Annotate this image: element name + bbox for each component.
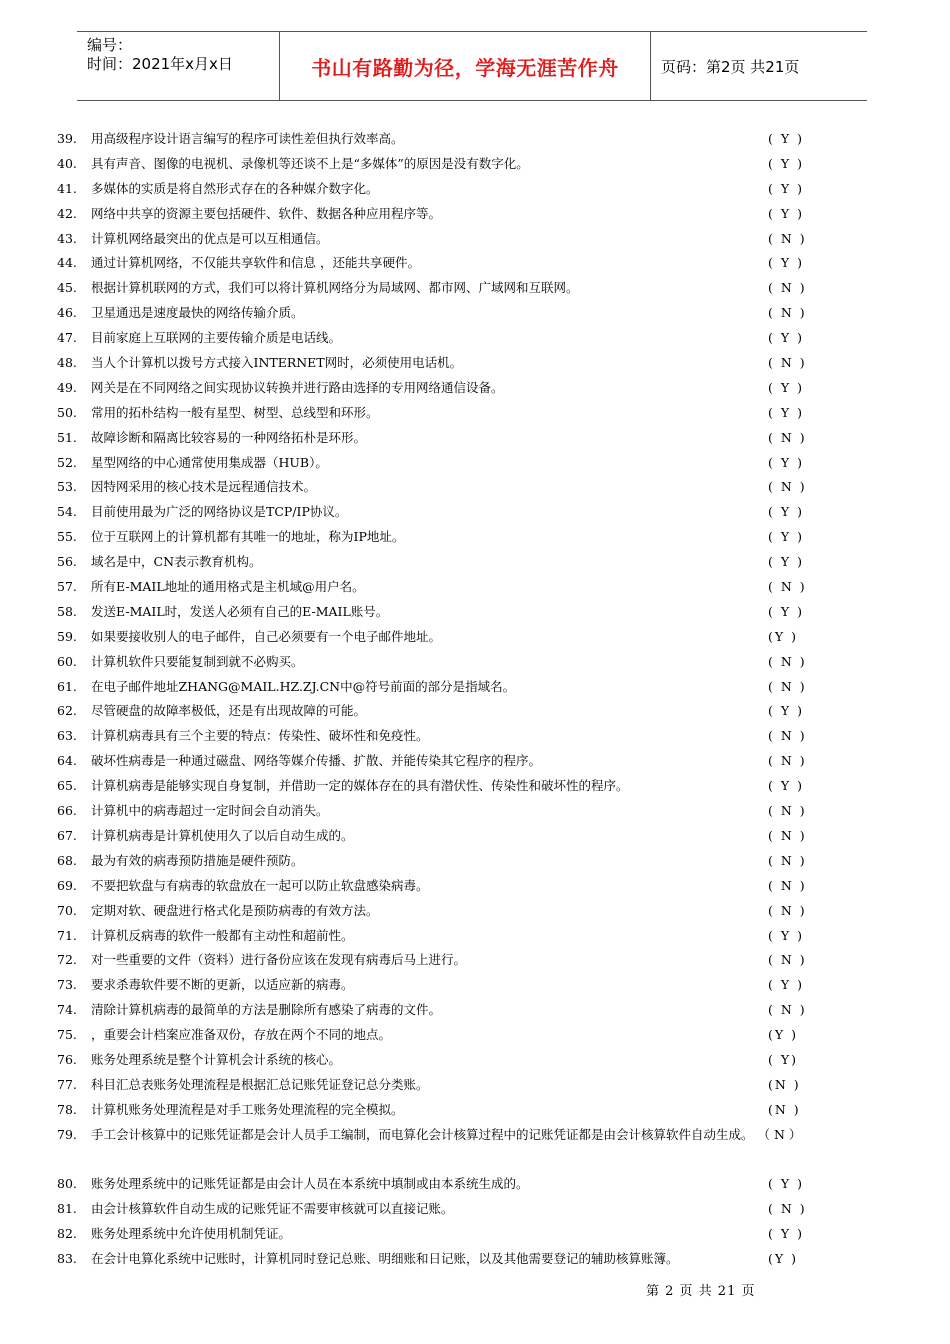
answer-mark: ( Y ) xyxy=(768,255,804,271)
question-text: 计算机反病毒的软件一般都有主动性和超前性。 xyxy=(91,927,354,943)
question-number: 55. xyxy=(57,529,77,545)
question-number: 43. xyxy=(57,230,77,246)
question-item xyxy=(0,600,950,625)
answer-mark: ( N ) xyxy=(768,280,807,296)
document-time-label: 时间：2021年x月x日 xyxy=(87,55,233,73)
document-number-label: 编号： xyxy=(87,36,133,54)
question-item xyxy=(0,152,950,177)
page-footer: 第 2 页 共 21 页 xyxy=(646,1284,756,1299)
question-item xyxy=(0,1197,950,1222)
question-number: 62. xyxy=(57,703,77,719)
question-number: 72. xyxy=(57,952,77,968)
answer-mark: ( Y ) xyxy=(768,554,804,570)
question-item xyxy=(0,376,950,401)
question-text: 目前使用最为广泛的网络协议是TCP/IP协议。 xyxy=(91,504,348,520)
question-text: 网关是在不同网络之间实现协议转换并进行路由选择的专用网络通信设备。 xyxy=(91,379,504,395)
question-text: 发送E-MAIL时，发送人必须有自己的E-MAIL账号。 xyxy=(91,603,389,619)
question-text: 要求杀毒软件要不断的更新，以适应新的病毒。 xyxy=(91,977,354,993)
question-text: 故障诊断和隔离比较容易的一种网络拓朴是环形。 xyxy=(91,429,367,445)
answer-mark: ( Y ) xyxy=(768,404,804,420)
answer-mark: ( N ) xyxy=(768,653,807,669)
question-text: 由会计核算软件自动生成的记账凭证不需要审核就可以直接记账。 xyxy=(91,1201,454,1217)
answer-mark: ( N ) xyxy=(768,429,807,445)
answer-mark: ( Y ) xyxy=(768,131,804,146)
question-list xyxy=(0,127,950,1272)
question-number: 61. xyxy=(57,678,77,694)
question-number: 81. xyxy=(57,1201,77,1217)
answer-mark: ( N ) xyxy=(768,305,807,321)
question-number: 45. xyxy=(57,280,77,296)
question-item xyxy=(0,1123,950,1173)
question-text: 清除计算机病毒的最简单的方法是删除所有感染了病毒的文件。 xyxy=(91,1002,442,1018)
question-text: 网络中共享的资源主要包括硬件、软件、数据各种应用程序等。 xyxy=(91,205,442,221)
question-item xyxy=(0,1247,950,1272)
answer-mark: (Y ) xyxy=(768,628,798,644)
question-number: 68. xyxy=(57,852,77,868)
question-number: 48. xyxy=(57,355,77,371)
header-page-info: 页码：第2页 共21页 xyxy=(661,57,800,76)
question-number: 71. xyxy=(57,927,77,943)
question-text: 定期对软、硬盘进行格式化是预防病毒的有效方法。 xyxy=(91,902,379,918)
answer-mark: ( N ) xyxy=(768,902,807,918)
answer-mark: ( Y ) xyxy=(768,180,804,196)
question-text: 手工会计核算中的记账凭证都是会计人员手工编制，而电算化会计核算过程中的记账凭证都是由会计核算软件自动生成。 （ N ） xyxy=(91,1126,802,1142)
answer-mark: (N ) xyxy=(768,1101,801,1117)
question-number: 63. xyxy=(57,728,77,744)
question-number: 67. xyxy=(57,827,77,843)
question-item xyxy=(0,276,950,301)
question-text: 账务处理系统中的记账凭证都是由会计人员在本系统中填制或由本系统生成的。 xyxy=(91,1176,529,1192)
question-number: 52. xyxy=(57,454,77,470)
question-item xyxy=(0,749,950,774)
answer-mark: ( N ) xyxy=(768,1002,807,1018)
question-text: 计算机账务处理流程是对手工账务处理流程的完全模拟。 xyxy=(91,1101,404,1117)
answer-mark: ( N ) xyxy=(768,877,807,893)
answer-mark: ( N ) xyxy=(768,827,807,843)
answer-mark: ( N ) xyxy=(768,479,807,495)
question-number: 59. xyxy=(57,628,77,644)
answer-mark: ( Y ) xyxy=(768,205,804,221)
question-text: 计算机病毒是能够实现自身复制，并借助一定的媒体存在的具有潜伏性、传染性和破坏性的程序。 xyxy=(91,778,629,794)
question-number: 76. xyxy=(57,1051,77,1067)
answer-mark: ( Y ) xyxy=(768,529,804,545)
answer-mark: (Y ) xyxy=(768,1251,798,1267)
question-number: 57. xyxy=(57,579,77,595)
question-text: 账务处理系统中允许使用机制凭证。 xyxy=(91,1226,292,1242)
question-number: 53. xyxy=(57,479,77,495)
question-item xyxy=(0,251,950,276)
question-text: 因特网采用的核心技术是远程通信技术。 xyxy=(91,479,317,495)
question-item xyxy=(0,650,950,675)
question-text: 尽管硬盘的故障率极低，还是有出现故障的可能。 xyxy=(91,703,367,719)
question-item xyxy=(0,550,950,575)
question-number: 58. xyxy=(57,603,77,619)
question-number: 80. xyxy=(57,1176,77,1192)
answer-mark: ( N ) xyxy=(768,355,807,371)
question-number: 56. xyxy=(57,554,77,570)
question-item xyxy=(0,451,950,476)
question-text: 具有声音、图像的电视机、录像机等还谈不上是“多媒体”的原因是没有数字化。 xyxy=(91,155,529,171)
question-number: 66. xyxy=(57,803,77,819)
question-number: 49. xyxy=(57,379,77,395)
question-item xyxy=(0,475,950,500)
question-text: 通过计算机网络，不仅能共享软件和信息 ，还能共享硬件。 xyxy=(91,255,420,271)
question-item xyxy=(0,1023,950,1048)
question-number: 73. xyxy=(57,977,77,993)
question-text: 常用的拓朴结构一般有星型、树型、总线型和环形。 xyxy=(91,404,379,420)
header-meta xyxy=(77,32,280,100)
question-text: 计算机病毒是计算机使用久了以后自动生成的。 xyxy=(91,827,354,843)
answer-mark: ( N ) xyxy=(768,952,807,968)
answer-mark: ( N ) xyxy=(768,852,807,868)
question-text: 星型网络的中心通常使用集成器（HUB）。 xyxy=(91,454,328,470)
question-item xyxy=(0,177,950,202)
question-item xyxy=(0,1048,950,1073)
question-item xyxy=(0,849,950,874)
question-number: 78. xyxy=(57,1101,77,1117)
answer-mark: ( N ) xyxy=(768,728,807,744)
question-item xyxy=(0,127,950,152)
question-item xyxy=(0,525,950,550)
question-text: 对一些重要的文件（资料）进行备份应该在发现有病毒后马上进行。 xyxy=(91,952,467,968)
question-text: 根据计算机联网的方式，我们可以将计算机网络分为局域网、都市网、广域网和互联网。 xyxy=(91,280,579,296)
question-number: 39. xyxy=(57,131,77,146)
question-number: 50. xyxy=(57,404,77,420)
answer-mark: ( Y) xyxy=(768,1051,798,1067)
question-item xyxy=(0,227,950,252)
question-item xyxy=(0,426,950,451)
page-header xyxy=(77,31,867,101)
answer-mark: ( Y ) xyxy=(768,330,804,346)
question-text: 不要把软盘与有病毒的软盘放在一起可以防止软盘感染病毒。 xyxy=(91,877,429,893)
question-text: 在电子邮件地址ZHANG@MAIL.HZ.ZJ.CN中@符号前面的部分是指域名。 xyxy=(91,678,516,694)
question-number: 46. xyxy=(57,305,77,321)
question-item xyxy=(0,899,950,924)
answer-mark: ( Y ) xyxy=(768,379,804,395)
question-number: 42. xyxy=(57,205,77,221)
question-number: 51. xyxy=(57,429,77,445)
question-item xyxy=(0,1172,950,1197)
question-item xyxy=(0,575,950,600)
question-item xyxy=(0,675,950,700)
question-number: 65. xyxy=(57,778,77,794)
question-number: 41. xyxy=(57,180,77,196)
question-number: 79. xyxy=(57,1126,77,1142)
question-item xyxy=(0,401,950,426)
question-item xyxy=(0,1098,950,1123)
question-text: 账务处理系统是整个计算机会计系统的核心。 xyxy=(91,1051,342,1067)
answer-mark: ( Y ) xyxy=(768,778,804,794)
question-item xyxy=(0,625,950,650)
question-number: 60. xyxy=(57,653,77,669)
question-number: 64. xyxy=(57,753,77,769)
question-text: 目前家庭上互联网的主要传输介质是电话线。 xyxy=(91,330,342,346)
answer-mark: ( Y ) xyxy=(768,1176,804,1192)
question-text: 所有E-MAIL地址的通用格式是主机域@用户名。 xyxy=(91,579,365,595)
question-item xyxy=(0,351,950,376)
question-text: 计算机中的病毒超过一定时间会自动消失。 xyxy=(91,803,329,819)
question-text: 破坏性病毒是一种通过磁盘、网络等媒介传播、扩散、并能传染其它程序的程序。 xyxy=(91,753,542,769)
question-item xyxy=(0,301,950,326)
answer-mark: ( N ) xyxy=(768,1201,807,1217)
question-item xyxy=(0,774,950,799)
question-item xyxy=(0,1222,950,1247)
answer-mark: (Y ) xyxy=(768,1027,798,1043)
question-item xyxy=(0,724,950,749)
question-item xyxy=(0,500,950,525)
question-item xyxy=(0,699,950,724)
question-number: 75. xyxy=(57,1027,77,1043)
question-item xyxy=(0,973,950,998)
answer-mark: ( Y ) xyxy=(768,927,804,943)
question-text: 最为有效的病毒预防措施是硬件预防。 xyxy=(91,852,304,868)
question-number: 44. xyxy=(57,255,77,271)
question-number: 69. xyxy=(57,877,77,893)
answer-mark: ( N ) xyxy=(768,803,807,819)
question-item xyxy=(0,326,950,351)
answer-mark: ( N ) xyxy=(768,753,807,769)
question-number: 47. xyxy=(57,330,77,346)
question-number: 83. xyxy=(57,1251,77,1267)
answer-mark: ( N ) xyxy=(768,579,807,595)
question-item xyxy=(0,1073,950,1098)
question-item xyxy=(0,948,950,973)
answer-mark: ( Y ) xyxy=(768,1226,804,1242)
question-text: 计算机网络最突出的优点是可以互相通信。 xyxy=(91,230,329,246)
question-text: 卫星通迅是速度最快的网络传输介质。 xyxy=(91,305,304,321)
question-number: 40. xyxy=(57,155,77,171)
question-text: 用高级程序设计语言编写的程序可读性差但执行效率高。 xyxy=(91,131,404,146)
answer-mark: ( N ) xyxy=(768,230,807,246)
question-item xyxy=(0,202,950,227)
question-item xyxy=(0,924,950,949)
question-text: 如果要接收别人的电子邮件，自己必须要有一个电子邮件地址。 xyxy=(91,628,442,644)
question-text: 在会计电算化系统中记账时，计算机同时登记总账、明细账和日记账，以及其他需要登记的辅助核算账簿。 xyxy=(91,1251,679,1267)
answer-mark: ( Y ) xyxy=(768,977,804,993)
question-item xyxy=(0,824,950,849)
question-text: 多媒体的实质是将自然形式存在的各种媒介数字化。 xyxy=(91,180,379,196)
question-number: 70. xyxy=(57,902,77,918)
question-text: 科目汇总表账务处理流程是根据汇总记账凭证登记总分类账。 xyxy=(91,1076,429,1092)
answer-mark: ( Y ) xyxy=(768,703,804,719)
answer-mark: ( Y ) xyxy=(768,454,804,470)
question-item xyxy=(0,998,950,1023)
question-text: 当人个计算机以拨号方式接入INTERNET网时，必须使用电话机。 xyxy=(91,355,463,371)
question-text: 域名是中，CN表示教育机构。 xyxy=(91,554,262,570)
answer-mark: ( Y ) xyxy=(768,603,804,619)
question-number: 54. xyxy=(57,504,77,520)
question-text: 计算机病毒具有三个主要的特点：传染性、破坏性和免疫性。 xyxy=(91,728,429,744)
answer-mark: (N ) xyxy=(768,1076,801,1092)
question-item xyxy=(0,874,950,899)
question-number: 82. xyxy=(57,1226,77,1242)
answer-mark: ( Y ) xyxy=(768,504,804,520)
question-text: 计算机软件只要能复制到就不必购买。 xyxy=(91,653,304,669)
header-motto: 书山有路勤为径，学海无涯苦作舟 xyxy=(280,32,651,100)
answer-mark: ( N ) xyxy=(768,678,807,694)
question-number: 77. xyxy=(57,1076,77,1092)
question-item xyxy=(0,799,950,824)
answer-mark: ( Y ) xyxy=(768,155,804,171)
question-text: 位于互联网上的计算机都有其唯一的地址，称为IP地址。 xyxy=(91,529,405,545)
question-number: 74. xyxy=(57,1002,77,1018)
question-text: ，重要会计档案应准备双份，存放在两个不同的地点。 xyxy=(91,1027,392,1043)
